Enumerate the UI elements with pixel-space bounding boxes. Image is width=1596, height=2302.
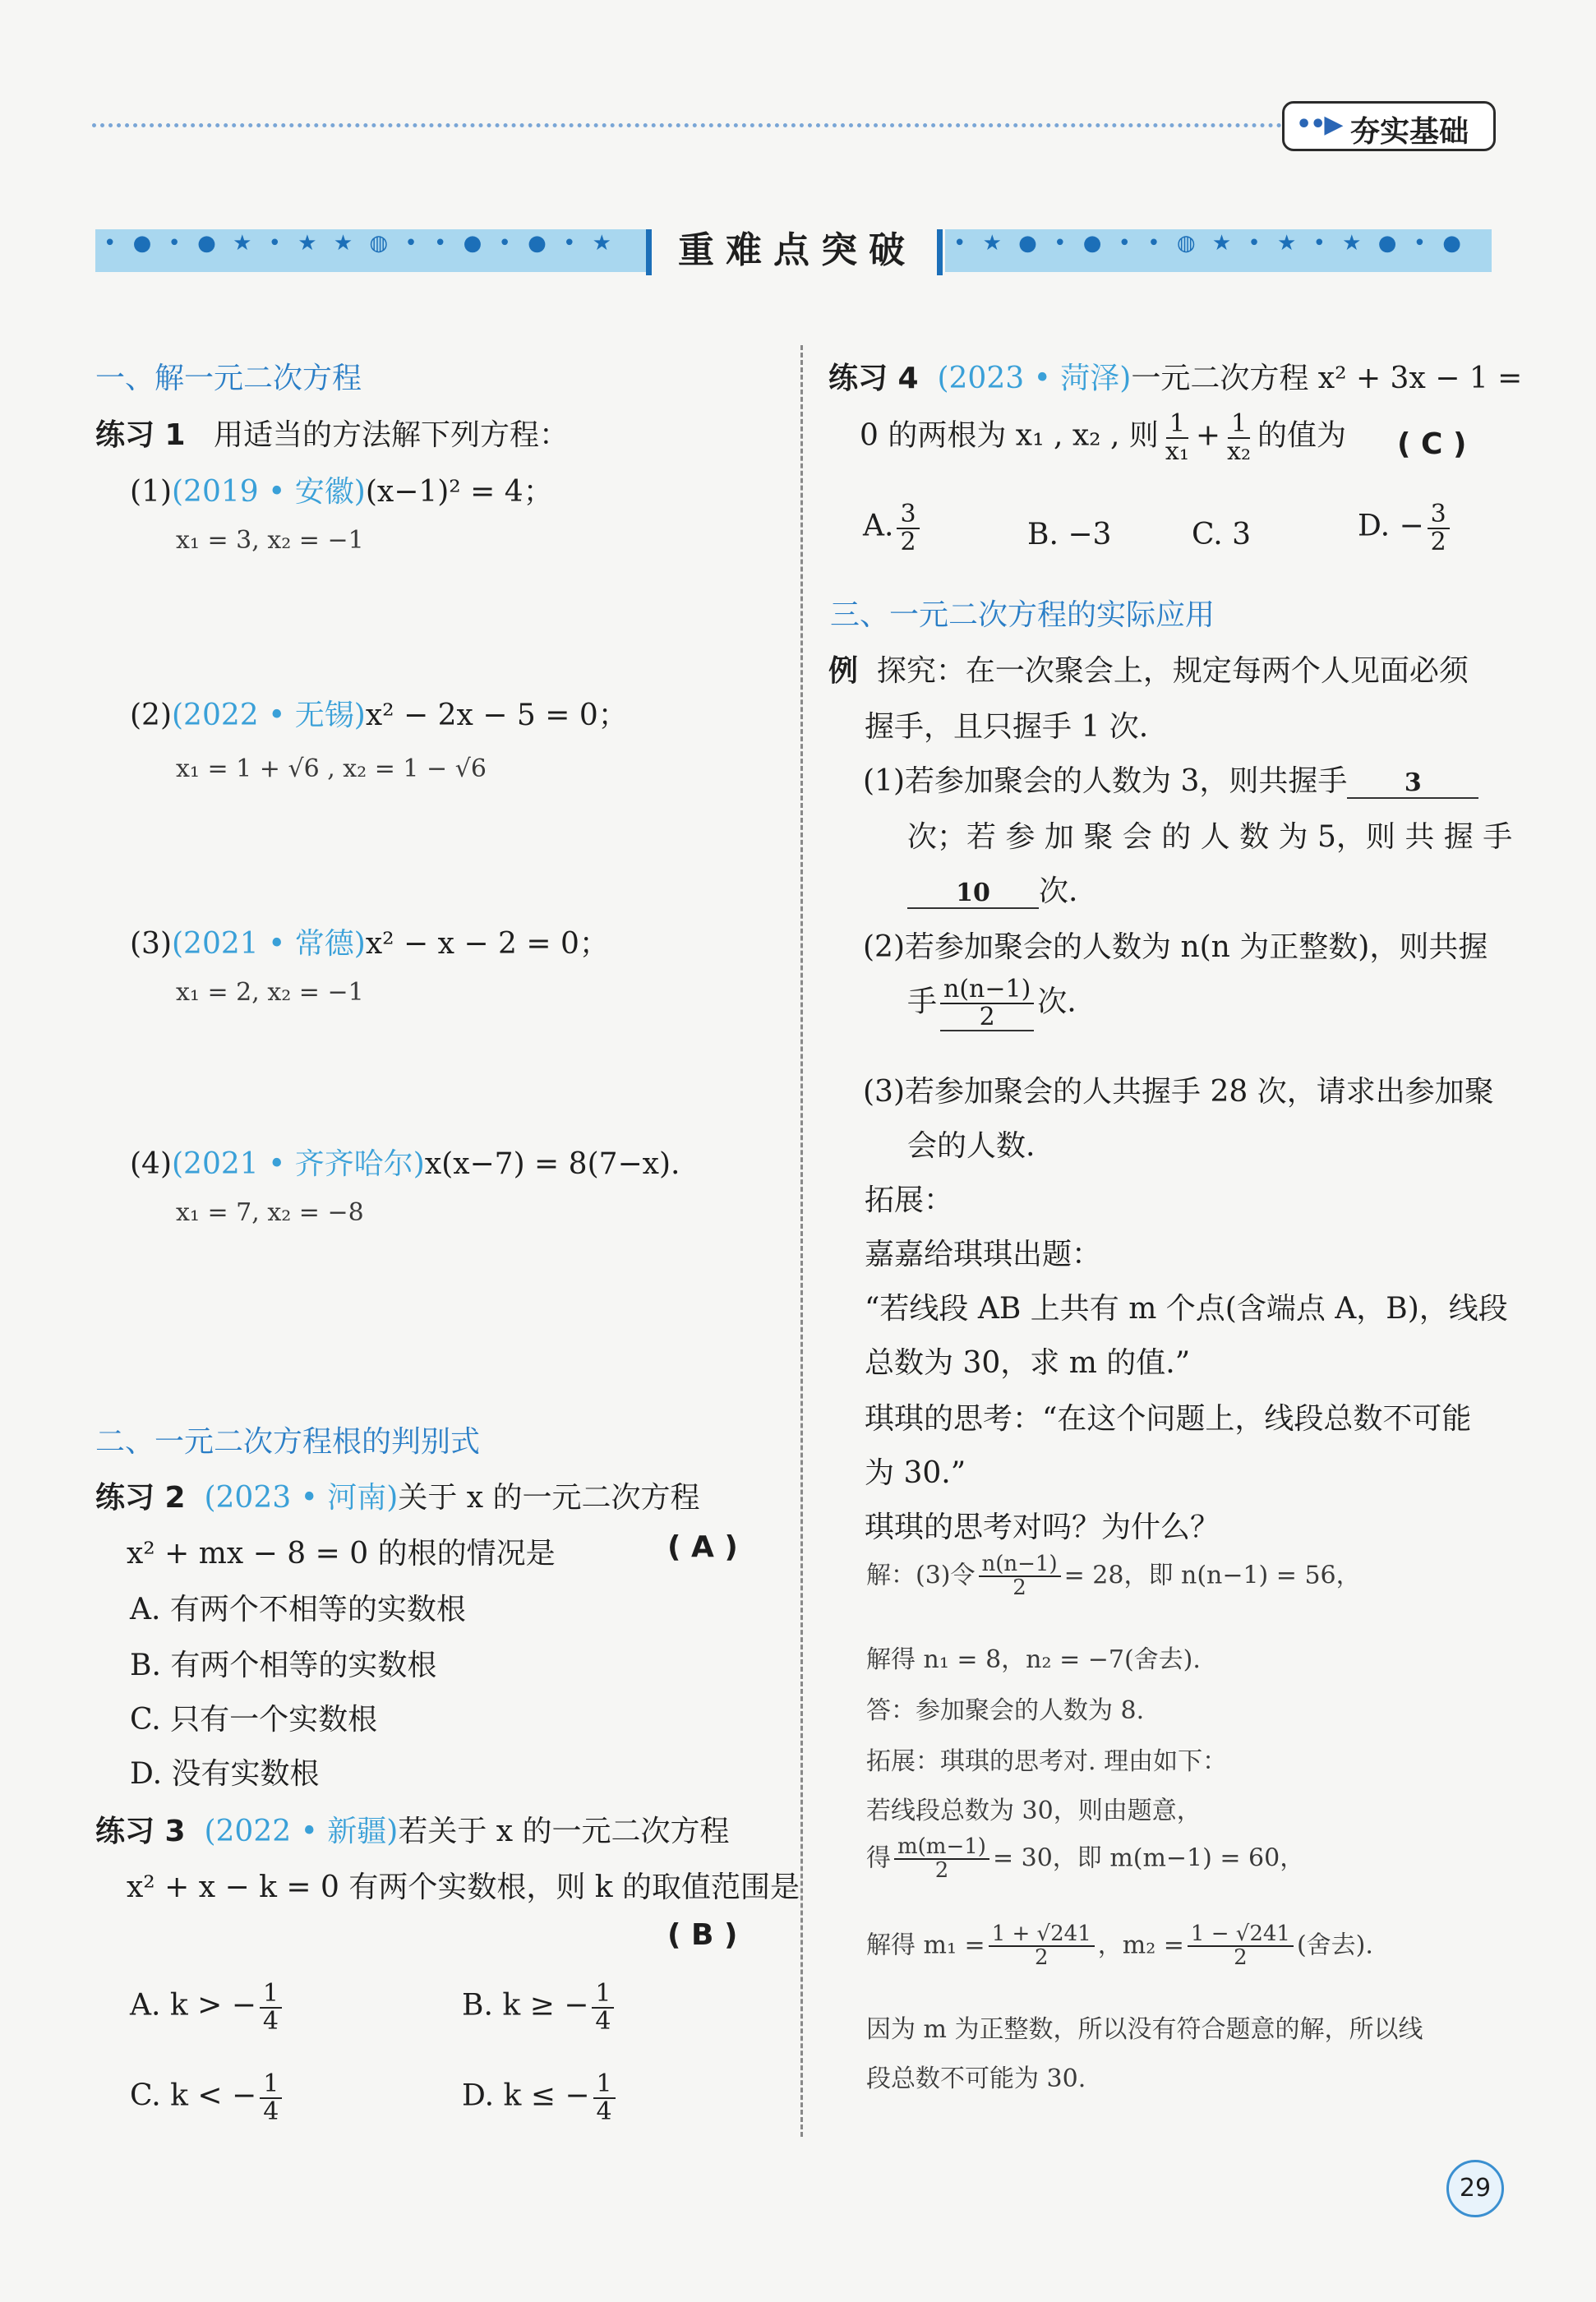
fraction <box>1188 1923 1294 1970</box>
extension-line1: 嘉嘉给琪琪出题： <box>865 1238 1102 1271</box>
option-text: A. <box>863 509 894 543</box>
example-line2: 握手，且只握手 1 次. <box>865 710 1149 744</box>
solution-text: ，m₂ = <box>1097 1931 1184 1960</box>
exercise-1 <box>95 412 569 454</box>
stars-decoration-icon: • ● • ● ★ • ★ ★ ◍ • • ● • ● • ★ <box>104 231 616 256</box>
exercise-2-line2: x² + mx − 8 = 0 的根的情况是 <box>127 1537 556 1571</box>
numerator: 1 <box>1166 411 1188 439</box>
numerator: 3 <box>897 501 919 529</box>
denominator: 2 <box>1430 527 1446 556</box>
question-text: 次. <box>1037 985 1077 1019</box>
answer-fraction <box>940 976 1034 1031</box>
fraction <box>260 1981 282 2034</box>
denominator: x₁ <box>1165 436 1189 466</box>
fraction <box>1224 411 1254 464</box>
problem-3 <box>130 920 609 962</box>
question-text: 次. <box>1039 874 1078 908</box>
solution-text: 得 <box>866 1843 891 1873</box>
extension-line3: 总数为 30，求 m 的值.” <box>865 1346 1191 1380</box>
solution-line1 <box>866 1553 1361 1600</box>
section-tag <box>1282 101 1496 151</box>
banner-right <box>945 229 1492 272</box>
fraction <box>592 1981 614 2034</box>
option-a: A. 有两个不相等的实数根 <box>130 1593 466 1626</box>
question-2-line2 <box>907 976 1077 1031</box>
fraction <box>1162 411 1192 464</box>
option-c: C. 只有一个实数根 <box>130 1703 378 1737</box>
fraction <box>894 1836 989 1883</box>
exercise-text: 0 的两根为 x₁ , x₂ , 则 <box>860 418 1159 453</box>
exercise-4-answer: ( C ) <box>1397 427 1467 461</box>
question-3-line2: 会的人数. <box>907 1129 1036 1163</box>
solution-line7 <box>866 1923 1373 1970</box>
answer-3: x₁ = 2, x₂ = −1 <box>176 978 364 1007</box>
exercise-2-answer: ( A ) <box>667 1530 738 1564</box>
source-tag: (2021 • 常德) <box>172 927 366 961</box>
extension-line2: “若线段 AB 上共有 m 个点(含端点 A，B)，线段 <box>865 1292 1508 1326</box>
source-tag: (2023 • 河南) <box>204 1481 399 1515</box>
solution-line9: 段总数不可能为 30. <box>866 2064 1086 2093</box>
fraction <box>1428 501 1450 555</box>
equation: (x−1)² = 4； <box>365 475 553 509</box>
denominator: x₂ <box>1227 436 1251 466</box>
option-b <box>462 1981 617 2034</box>
exercise-text: 若关于 x 的一元二次方程 <box>398 1815 730 1848</box>
fraction <box>989 1923 1095 1970</box>
numerator: 1 + √241 <box>989 1923 1095 1947</box>
answer-4: x₁ = 7, x₂ = −8 <box>176 1198 364 1227</box>
option-text: B. k ≥ − <box>462 1988 589 2023</box>
exercise-3-line2: x² + x − k = 0 有两个实数根，则 k 的取值范围是 <box>127 1871 800 1904</box>
numerator: n(n−1) <box>940 976 1034 1004</box>
solution-line6 <box>866 1836 1304 1883</box>
fraction <box>593 2071 616 2124</box>
numerator: 1 <box>592 1981 614 2009</box>
page-number: 29 <box>1446 2160 1504 2217</box>
exercise-label: 练习 4 <box>828 362 919 395</box>
numerator: 1 − √241 <box>1188 1923 1294 1947</box>
exercise-text: 关于 x 的一元二次方程 <box>398 1481 700 1515</box>
source-tag: (2023 • 菏泽) <box>937 362 1132 395</box>
numerator: 1 <box>260 2071 282 2099</box>
exercise-text: 一元二次方程 x² + 3x − 1 = <box>1131 362 1523 395</box>
problem-number: (3) <box>130 927 172 961</box>
denominator: 4 <box>263 2097 279 2126</box>
solution-text: 解得 m₁ = <box>866 1931 985 1960</box>
extension-line6: 琪琪的思考对吗？为什么？ <box>865 1511 1220 1544</box>
denominator: 2 <box>979 1002 995 1031</box>
numerator: n(n−1) <box>979 1553 1061 1577</box>
exercise-3-answer: ( B ) <box>667 1918 738 1952</box>
denominator: 2 <box>1012 1575 1026 1601</box>
extension-line5: 为 30.” <box>865 1456 966 1490</box>
column-divider <box>800 345 803 2137</box>
problem-4 <box>130 1141 680 1183</box>
exercise-4-line2 <box>860 411 1346 464</box>
fraction <box>979 1553 1061 1600</box>
question-2: (2)若参加聚会的人数为 n(n 为正整数)，则共握 <box>863 930 1488 964</box>
section-tag-label: 夯实基础 <box>1350 115 1469 149</box>
option-text: D. k ≤ − <box>462 2078 590 2113</box>
option-a <box>863 501 923 555</box>
option-b: B. −3 <box>1027 518 1112 551</box>
solution-line3: 答：参加聚会的人数为 8. <box>866 1696 1145 1725</box>
fraction <box>260 2071 282 2124</box>
problem-number: (2) <box>130 699 172 732</box>
solution-line5: 若线段总数为 30，则由题意， <box>866 1797 1202 1825</box>
example-line1 <box>828 648 1469 690</box>
problem-number: (4) <box>130 1147 172 1181</box>
solution-text: = 30，即 m(m−1) = 60， <box>992 1843 1305 1873</box>
extension-line4: 琪琪的思考：“在这个问题上，线段总数不可能 <box>865 1402 1472 1436</box>
solution-text: 解：(3)令 <box>866 1561 976 1590</box>
source-tag: (2021 • 齐齐哈尔) <box>172 1147 425 1181</box>
option-d <box>1358 501 1453 555</box>
option-text: C. k < − <box>130 2078 257 2113</box>
exercise-2 <box>95 1474 700 1516</box>
answer-blank: 10 <box>907 879 1039 909</box>
question-1-line2: 次；若 参 加 聚 会 的 人 数 为 5，则 共 握 手 <box>907 820 1513 854</box>
problem-1 <box>130 468 553 510</box>
plus-sign: + <box>1195 418 1221 453</box>
banner-left <box>95 229 646 272</box>
denominator: 2 <box>900 527 916 556</box>
answer-1: x₁ = 3, x₂ = −1 <box>176 526 364 555</box>
numerator: m(m−1) <box>894 1836 989 1860</box>
exercise-text: 用适当的方法解下列方程： <box>213 418 569 452</box>
question-text: (1)若参加聚会的人数为 3，则共握手 <box>863 764 1348 798</box>
banner-title: 重难点突破 <box>678 229 916 271</box>
denominator: 2 <box>1234 1945 1248 1971</box>
option-a <box>130 1981 285 2034</box>
source-tag: (2022 • 无锡) <box>172 699 366 732</box>
denominator: 2 <box>934 1858 949 1884</box>
denominator: 4 <box>595 2006 611 2036</box>
exercise-label: 练习 2 <box>95 1481 186 1515</box>
question-3: (3)若参加聚会的人共握手 28 次，请求出参加聚 <box>863 1075 1494 1109</box>
exercise-4 <box>828 355 1522 397</box>
question-1-line3 <box>907 868 1077 910</box>
option-b: B. 有两个相等的实数根 <box>130 1649 437 1682</box>
exercise-label: 练习 3 <box>95 1815 186 1848</box>
equation: x² − 2x − 5 = 0； <box>365 699 628 732</box>
question-text: 手 <box>907 985 938 1019</box>
section-heading-2: 二、一元二次方程根的判别式 <box>95 1425 481 1459</box>
solution-text: (舍去). <box>1296 1931 1373 1960</box>
fraction <box>897 501 919 555</box>
denominator: 4 <box>262 2006 279 2036</box>
source-tag: (2019 • 安徽) <box>172 475 366 509</box>
answer-blank: 3 <box>1347 768 1478 799</box>
solution-line4: 拓展：琪琪的思考对. 理由如下： <box>866 1747 1228 1776</box>
solution-line8: 因为 m 为正整数，所以没有符合题意的解，所以线 <box>866 2015 1423 2044</box>
question-1 <box>863 758 1478 800</box>
denominator: 4 <box>596 2097 612 2126</box>
problem-number: (1) <box>130 475 172 509</box>
numerator: 1 <box>593 2071 616 2099</box>
equation: x(x−7) = 8(7−x). <box>424 1147 680 1181</box>
numerator: 1 <box>260 1981 282 2009</box>
solution-text: = 28，即 n(n−1) = 56， <box>1063 1561 1361 1590</box>
header-dotted-line <box>92 123 1282 127</box>
exercise-text: 的值为 <box>1257 418 1347 453</box>
arrow-dots-icon: ••▶ <box>1296 110 1342 139</box>
option-d: D. 没有实数根 <box>130 1757 320 1791</box>
extension-label: 拓展： <box>865 1183 954 1217</box>
example-text: 探究：在一次聚会上，规定每两个人见面必须 <box>876 654 1469 688</box>
stars-decoration-icon: • ★ ● • ● • • ◍ ★ • ★ • ★ ● • ● <box>953 231 1466 256</box>
section-heading-3: 三、一元二次方程的实际应用 <box>830 598 1215 632</box>
answer-2: x₁ = 1 + √6 , x₂ = 1 − √6 <box>176 754 487 783</box>
option-text: D. − <box>1358 509 1424 543</box>
section-heading-1: 一、解一元二次方程 <box>95 362 362 395</box>
source-tag: (2022 • 新疆) <box>204 1815 399 1848</box>
option-text: A. k > − <box>130 1988 256 2023</box>
problem-2 <box>130 692 628 734</box>
numerator: 3 <box>1428 501 1450 529</box>
denominator: 2 <box>1034 1945 1049 1971</box>
exercise-3 <box>95 1808 730 1850</box>
banner-bar-right <box>937 229 943 275</box>
example-label: 例 <box>828 654 859 688</box>
numerator: 1 <box>1228 411 1250 439</box>
option-d <box>462 2071 619 2124</box>
solution-line2: 解得 n₁ = 8，n₂ = −7(舍去). <box>866 1645 1201 1674</box>
exercise-label: 练习 1 <box>95 418 186 452</box>
option-c: C. 3 <box>1192 518 1252 551</box>
equation: x² − x − 2 = 0； <box>365 927 609 961</box>
option-c <box>130 2071 285 2124</box>
